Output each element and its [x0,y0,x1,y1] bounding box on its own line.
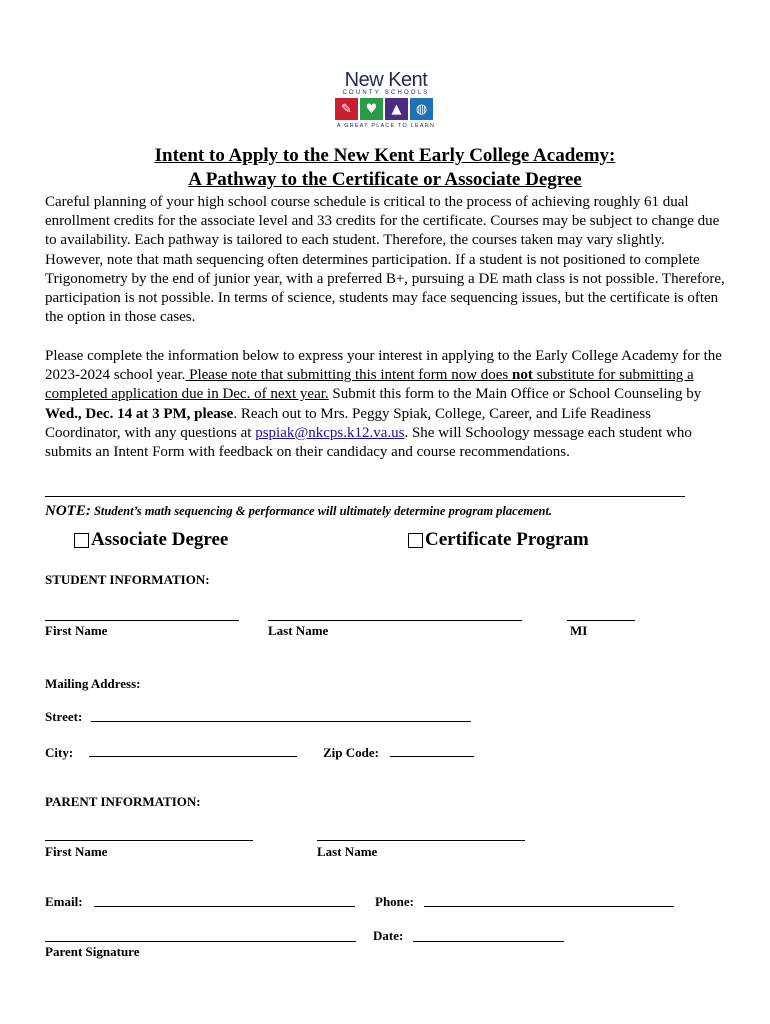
certificate-program-label: Certificate Program [425,529,589,550]
note-text: Student’s math sequencing & performance will ultimately determine program placement. [90,504,553,518]
document-title-line-2: A Pathway to the Certificate or Associate Degree [188,169,582,190]
logo-tagline: A GREAT PLACE TO LEARN [336,123,436,129]
submission-deadline: Wed., Dec. 14 at 3 PM, please [45,405,234,422]
parent-email-label: Email: [45,894,83,909]
parent-first-name-field[interactable] [45,840,253,841]
contact-email-link[interactable]: pspiak@nkcps.k12.va.us [255,424,405,441]
parent-last-name-field[interactable] [317,840,525,841]
street-field[interactable] [91,721,471,722]
placement-note [45,503,552,520]
parent-info-heading: PARENT INFORMATION: [45,794,201,809]
parent-phone-label: Phone: [375,894,414,909]
globe-icon: ◍ [410,98,433,120]
graduation-cap-icon: ▲ [385,98,408,120]
parent-signature-label: Parent Signature [45,944,140,959]
note-label: NOTE: [45,503,91,519]
student-info-heading: STUDENT INFORMATION: [45,572,210,587]
instructions-contact: . Reach out to Mrs. Peggy Spiak, College, Career, and Life Readiness Coordinator, with any questions at [45,405,651,441]
student-last-name-label: Last Name [268,623,329,638]
school-logo [330,70,442,132]
instructions-part1: Please complete the information below to express your interest in applying to the Early College Academy for the 2023-2024 school year. [45,348,722,384]
zip-code-label: Zip Code: [323,745,379,760]
student-first-name-label: First Name [45,623,108,638]
student-mi-label: MI [570,623,588,638]
intro-text: Careful planning of your high school course schedule is critical to the process of achieving roughly 61 dual enrollment credits for the associate level and 33 credits for the certificate. Courses may be subject to change due to availability. Each pathway is tailored to each student. Therefore, the courses taken may vary slightly. However, note that math sequencing often determines participation. If a student is not positioned to complete Trigonometry by the end of junior year, with a preferred B+, pursuing a DE math class is not possible. Therefore, participation is not possible. In terms of science, students may face sequencing issues, but the certificate is often the option in those cases. [45,194,725,326]
parent-last-name-label: Last Name [317,844,378,859]
student-mi-field[interactable] [567,620,635,621]
parent-signature-field[interactable] [45,941,356,942]
instructions-paragraph [45,347,725,462]
student-last-name-field[interactable] [268,620,522,621]
document-title-line-1: Intent to Apply to the New Kent Early College Academy: [154,145,616,166]
city-label: City: [45,745,74,760]
logo-subtitle: COUNTY SCHOOLS [342,90,430,96]
date-label: Date: [373,928,404,943]
intro-paragraph [45,193,725,327]
parent-email-field[interactable] [94,906,355,907]
pencil-icon: ✎ [335,98,358,120]
instructions-submit: Submit this form to the Main Office or School Counseling by [328,386,702,403]
instructions-end: . She will Schoology message each student who submits an Intent Form with feedback on their candidacy and course recommendations. [45,424,692,461]
zip-code-field[interactable] [390,756,474,757]
logo-title: New Kent [344,69,428,91]
associate-degree-label: Associate Degree [91,529,229,550]
parent-phone-field[interactable] [424,906,674,907]
instructions-notice-emphasis: not [512,367,533,384]
logo-icons [335,98,433,120]
associate-degree-option[interactable] [74,529,228,551]
parent-first-name-label: First Name [45,844,108,859]
student-first-name-field[interactable] [45,620,239,621]
handshake-icon: ♥ [360,98,383,120]
instructions-notice-end: substitute for submitting a completed application due in Dec. of next year. [45,367,694,403]
divider [45,496,685,497]
city-field[interactable] [89,756,297,757]
certificate-program-option[interactable] [408,529,589,551]
associate-degree-checkbox[interactable] [74,533,89,548]
instructions-notice: Please note that submitting this intent form now does [185,367,513,384]
certificate-program-checkbox[interactable] [408,533,423,548]
street-label: Street: [45,709,83,724]
mailing-address-label: Mailing Address: [45,676,141,691]
date-field[interactable] [413,941,564,942]
